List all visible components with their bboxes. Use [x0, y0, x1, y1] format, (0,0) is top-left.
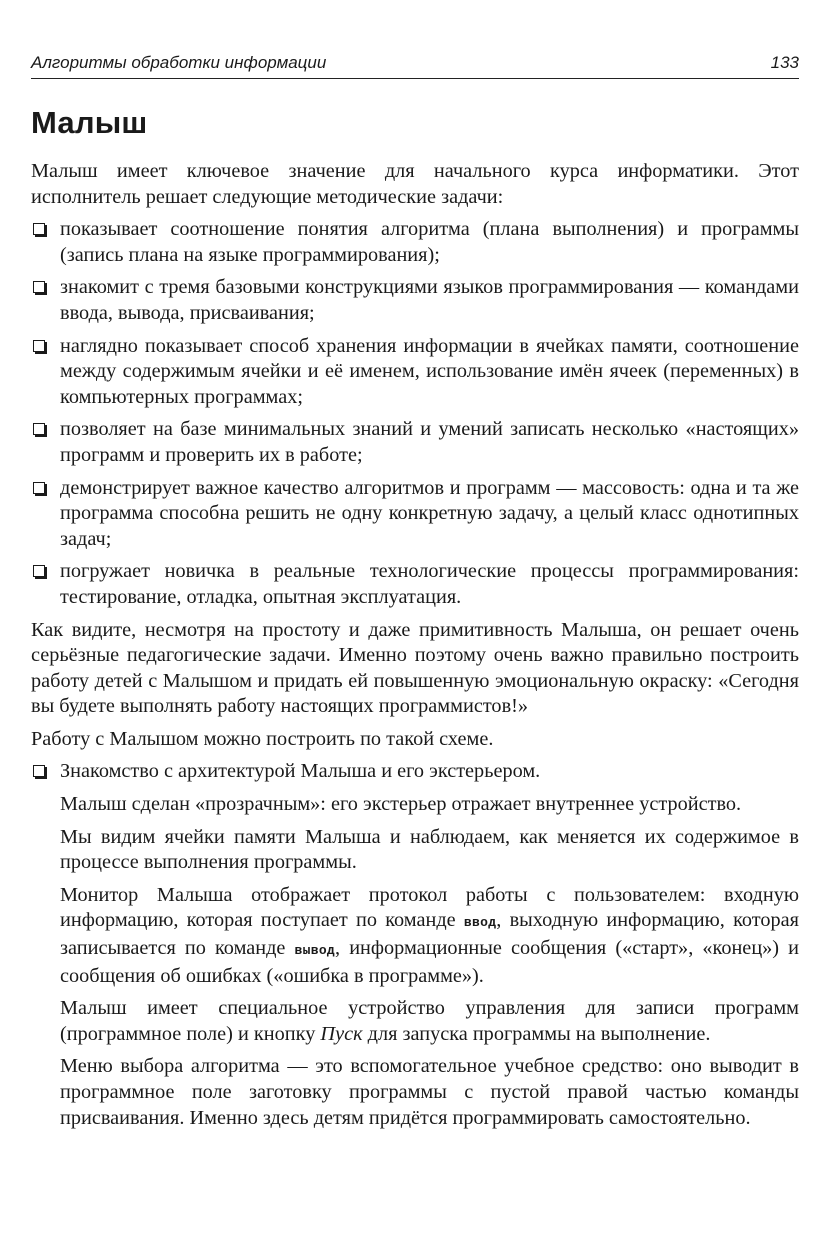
step-detail-paragraph: Мы видим ячейки памяти Малыша и наблюдаем, как меняется их содержимое в процессе выполнения программы.: [60, 825, 799, 874]
step-text: Знакомство с архитектурой Малыша и его экстерьером.: [60, 760, 541, 783]
monitor-text-middle: , выходную информацию, которая записывается по команде: [60, 909, 799, 960]
checkbox-bullet-icon: [33, 565, 45, 577]
goal-text: знакомит с тремя базовыми конструкциями языков программирования — командами ввода, вывода, присваивания;: [60, 276, 799, 324]
monitor-paragraph: [31, 883, 799, 989]
checkbox-bullet-icon: [33, 223, 45, 235]
goal-item: [31, 217, 799, 268]
output-command: вывод: [294, 943, 336, 959]
intro-paragraph: Малыш имеет ключевое значение для начального курса информатики. Этот исполнитель решает следующие методические задачи:: [31, 160, 799, 208]
running-title: Алгоритмы обработки информации: [31, 53, 327, 72]
body-text: [31, 159, 799, 1131]
control-paragraph: [31, 996, 799, 1047]
book-page: [31, 52, 799, 1138]
goal-text: наглядно показывает способ хранения информации в ячейках памяти, соотношение между содержимым ячейки и её именем, использование имён ячеек (переменных) в компьютерных программах;: [60, 334, 799, 408]
control-text-start: Малыш имеет специальное устройство управления для записи программ (программное поле) и кнопку: [60, 997, 799, 1045]
summary-paragraph: Как видите, несмотря на простоту и даже примитивность Малыша, он решает очень серьёзные педагогические задачи. Именно поэтому очень важно правильно построить работу детей с Малышом и придать ей повышенную эмоциональную окраску: «Сегодня вы будете выполнять работу настоящих программистов!»: [31, 618, 799, 718]
page-number: 133: [770, 53, 799, 72]
goal-text: позволяет на базе минимальных знаний и умений записать несколько «настоящих» программ и проверить их в работе;: [60, 418, 799, 466]
section-title: Малыш: [31, 105, 148, 140]
checkbox-bullet-icon: [33, 765, 45, 777]
goal-item: [31, 417, 799, 468]
start-button-name: Пуск: [320, 1022, 363, 1045]
goal-item: [31, 334, 799, 411]
monitor-text-start: Монитор Малыша отображает протокол работы с пользователем: входную информацию, которая поступает по команде: [60, 883, 799, 932]
goal-text: демонстрирует важное качество алгоритмов и программ — массовость: одна и та же программа способна решить не одну конкретную задачу, а целый класс однотипных задач;: [60, 476, 799, 550]
checkbox-bullet-icon: [33, 281, 45, 293]
goal-item: [31, 275, 799, 326]
goals-list: [31, 217, 799, 610]
goal-text: показывает соотношение понятия алгоритма (плана выполнения) и программы (запись плана на языке программирования);: [60, 218, 799, 266]
scheme-paragraph: Работу с Малышом можно построить по такой схеме.: [31, 727, 494, 750]
goal-item: [31, 559, 799, 610]
step-detail-paragraph: Малыш сделан «прозрачным»: его экстерьер отражает внутреннее устройство.: [60, 793, 742, 816]
running-header: [31, 52, 799, 79]
input-command: ввод: [463, 915, 497, 931]
step-item: [31, 759, 799, 785]
menu-paragraph: Меню выбора алгоритма — это вспомогательное учебное средство: оно выводит в программное поле заготовку программы с пустой правой частью команды присваивания. Именно здесь детям придётся программировать самостоятельно.: [60, 1055, 799, 1129]
control-text-end: для запуска программы на выполнение.: [362, 1022, 711, 1045]
goal-item: [31, 476, 799, 553]
checkbox-bullet-icon: [33, 423, 45, 435]
goal-text: погружает новичка в реальные технологические процессы программирования: тестирование, отладка, опытная эксплуатация.: [60, 560, 799, 608]
checkbox-bullet-icon: [33, 482, 45, 494]
monitor-text-end: , информационные сообщения («старт», «конец») и сообщения об ошибках («ошибка в программе»).: [60, 937, 799, 987]
checkbox-bullet-icon: [33, 340, 45, 352]
